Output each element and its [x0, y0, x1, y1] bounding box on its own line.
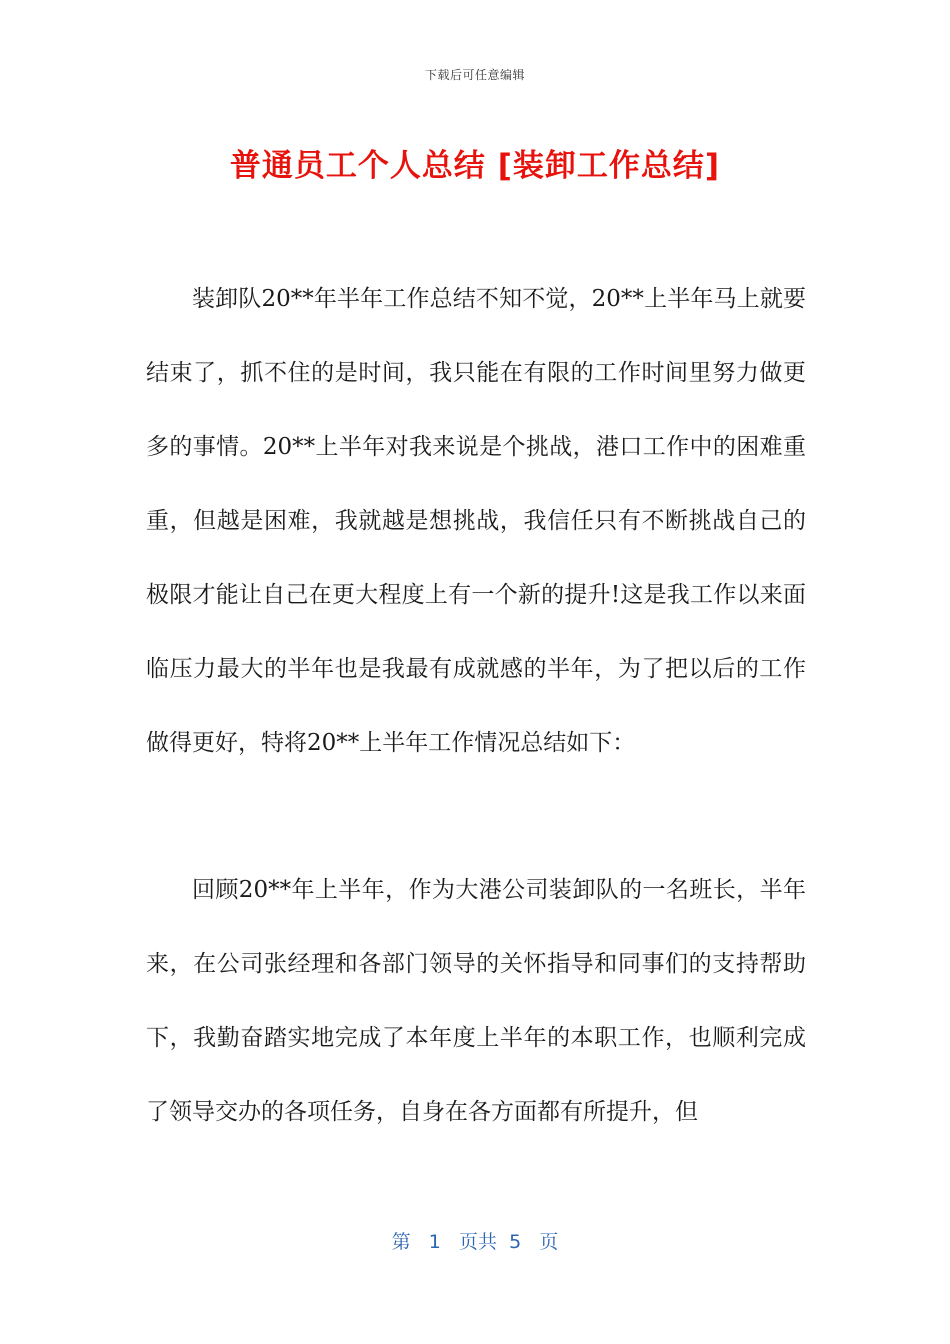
document-title: 普通员工个人总结 [装卸工作总结]: [229, 148, 721, 184]
page-footer: [0, 1227, 950, 1254]
body-paragraph-2: 回顾20**年上半年，作为大港公司装卸队的一名班长，半年来，在公司张经理和各部门领导的关怀指导和同事们的支持帮助下，我勤奋踏实地完成了本年度上半年的本职工作，也顺利完成了领导交办的各项任务，自身在各方面都有所提升，但: [146, 877, 806, 1125]
footer-prefix: 第: [391, 1231, 411, 1253]
body-paragraph-1: 装卸队20**年半年工作总结不知不觉，20**上半年马上就要结束了，抓不住的是时间，我只能在有限的工作时间里努力做更多的事情。20**上半年对我来说是个挑战，港口工作中的困难重重，但越是困难，我就越是想挑战，我信任只有不断挑战自己的极限才能让自己在更大程度上有一个新的提升!这是我工作以来面临压力最大的半年也是我最有成就感的半年，为了把以后的工作做得更好，特将20**上半年工作情况总结如下：: [146, 286, 806, 756]
footer-page-number: 1: [428, 1231, 441, 1253]
footer-total-pages: 5: [509, 1231, 522, 1253]
header-note: 下载后可任意编辑: [424, 68, 525, 82]
footer-suffix: 页: [539, 1231, 559, 1253]
footer-middle: 页共: [459, 1231, 498, 1253]
